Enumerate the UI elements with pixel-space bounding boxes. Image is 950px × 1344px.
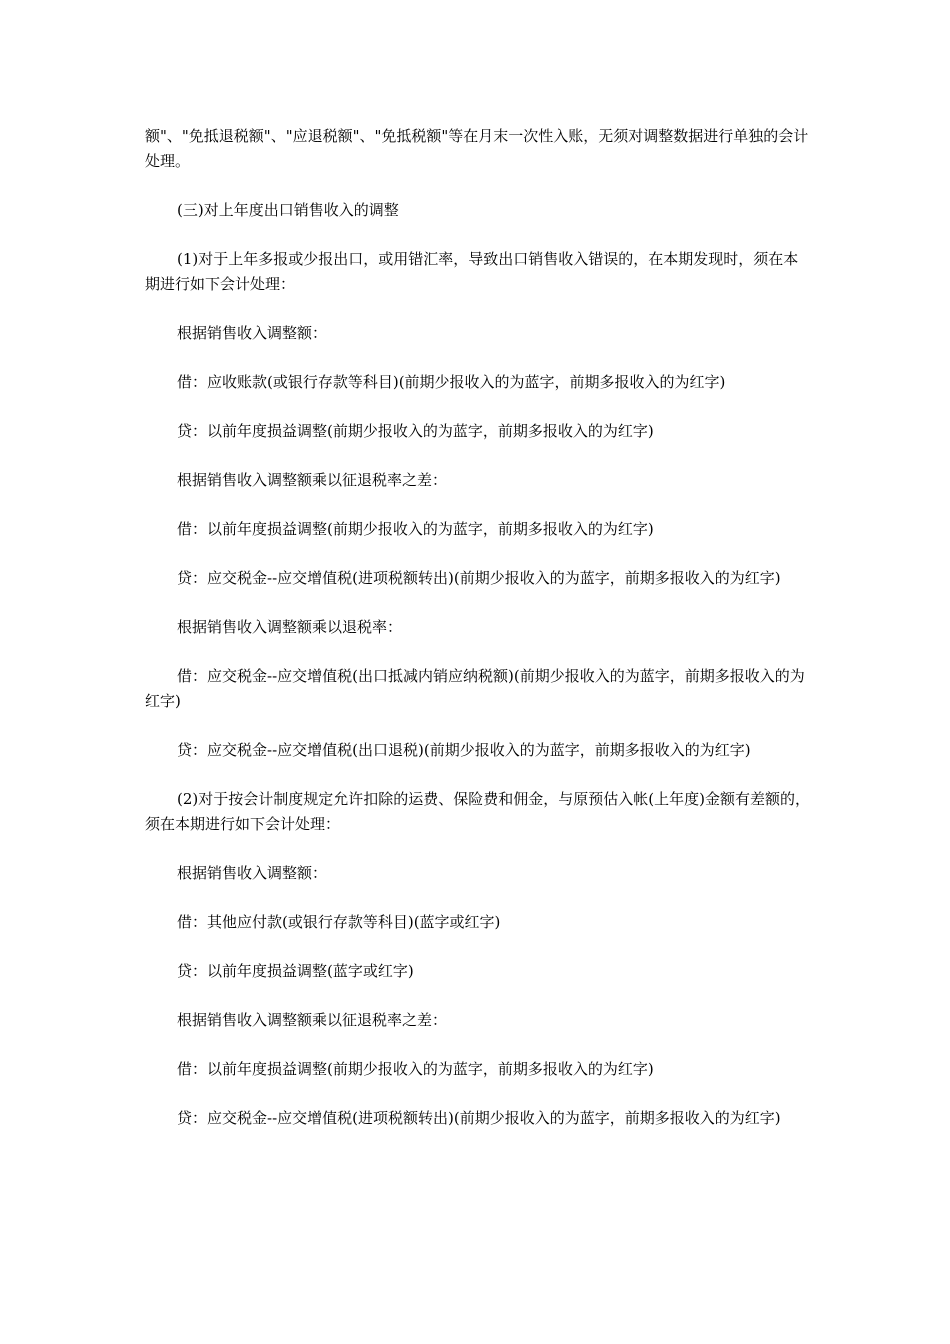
paragraph-credit: 贷：应交税金--应交增值税(进项税额转出)(前期少报收入的为蓝字，前期多报收入的为红字) [177,569,781,587]
paragraph-continuation: 额"、"免抵退税额"、"应退税额"、"免抵税额"等在月末一次性入账，无须对调整数据进行单独的会计处理。 [145,127,809,170]
paragraph-debit: 借：应收账款(或银行存款等科目)(前期少报收入的为蓝字，前期多报收入的为红字) [177,373,726,391]
paragraph-basis: 根据销售收入调整额乘以退税率： [177,618,403,636]
paragraph-credit: 贷：以前年度损益调整(前期少报收入的为蓝字，前期多报收入的为红字) [177,422,654,440]
paragraph-basis: 根据销售收入调整额乘以征退税率之差： [177,1011,448,1029]
paragraph-debit: 借：其他应付款(或银行存款等科目)(蓝字或红字) [177,913,501,931]
paragraph-debit: 借：以前年度损益调整(前期少报收入的为蓝字，前期多报收入的为红字) [177,520,654,538]
paragraph-credit: 贷：应交税金--应交增值税(进项税额转出)(前期少报收入的为蓝字，前期多报收入的为红字) [177,1109,781,1127]
paragraph-credit: 贷：应交税金--应交增值税(出口退税)(前期少报收入的为蓝字，前期多报收入的为红字) [177,741,751,759]
paragraph-item-2: (2)对于按会计制度规定允许扣除的运费、保险费和佣金，与原预估入帐(上年度)金额有差额的，须在本期进行如下会计处理： [145,790,810,833]
paragraph-basis: 根据销售收入调整额： [177,864,328,882]
document-body [145,124,810,1155]
paragraph-debit: 借：应交税金--应交增值税(出口抵减内销应纳税额)(前期少报收入的为蓝字，前期多报收入的为红字) [145,667,805,710]
paragraph-debit: 借：以前年度损益调整(前期少报收入的为蓝字，前期多报收入的为红字) [177,1060,654,1078]
section-heading: (三)对上年度出口销售收入的调整 [177,201,399,219]
paragraph-credit: 贷：以前年度损益调整(蓝字或红字) [177,962,414,980]
paragraph-basis: 根据销售收入调整额： [177,324,328,342]
paragraph-basis: 根据销售收入调整额乘以征退税率之差： [177,471,448,489]
paragraph-item-1: (1)对于上年多报或少报出口，或用错汇率，导致出口销售收入错误的，在本期发现时，须在本期进行如下会计处理： [145,250,799,293]
